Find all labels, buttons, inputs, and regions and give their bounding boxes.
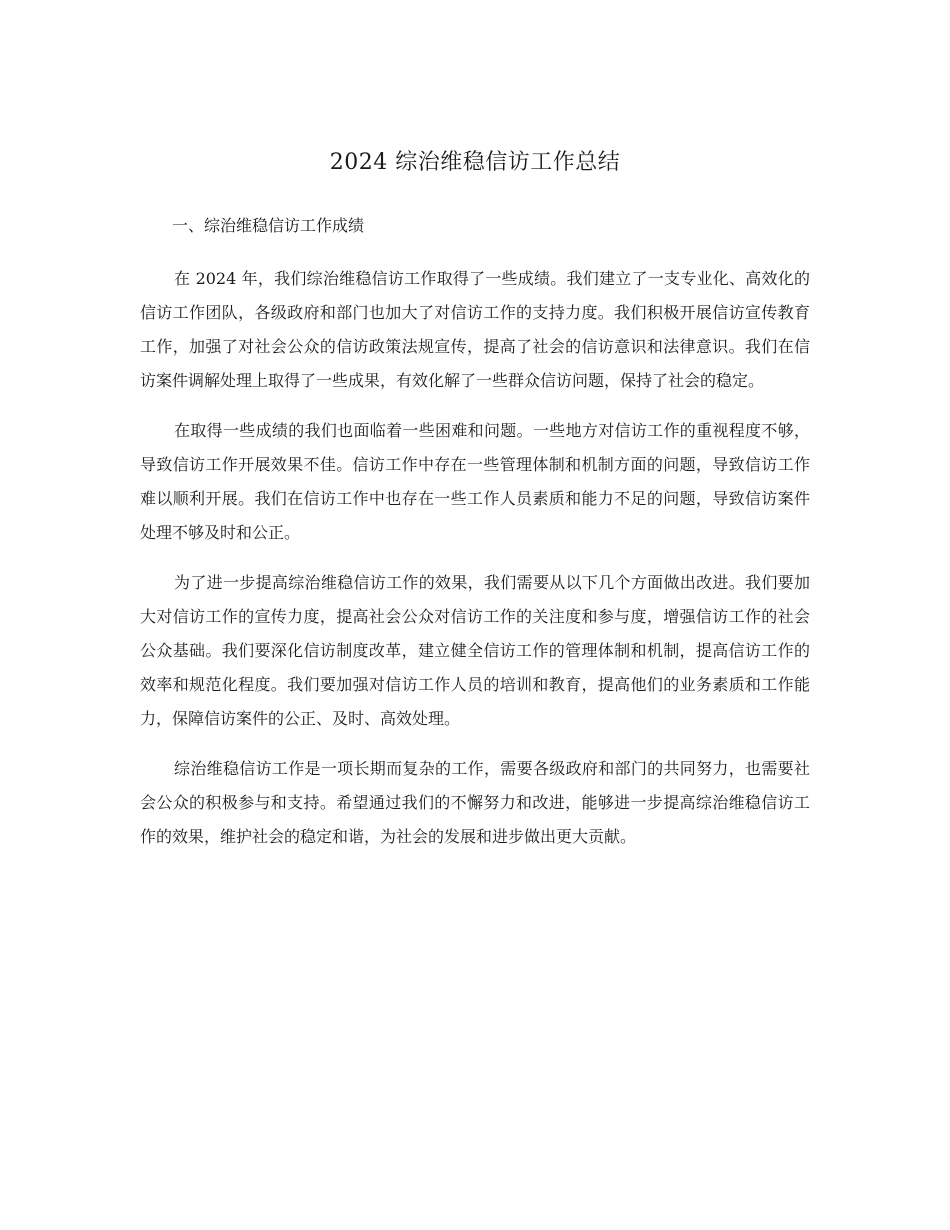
paragraph-1: 在 2024 年，我们综治维稳信访工作取得了一些成绩。我们建立了一支专业化、高效化的信访工作团队，各级政府和部门也加大了对信访工作的支持力度。我们积极开展信访宣传教育工作，加强了对社会公众的信访政策法规宣传，提高了社会的信访意识和法律意识。我们在信访案件调解处理上取得了一些成果，有效化解了一些群众信访问题，保持了社会的稳定。 xyxy=(140,269,810,390)
paragraph-2: 在取得一些成绩的我们也面临着一些困难和问题。一些地方对信访工作的重视程度不够，导致信访工作开展效果不佳。信访工作中存在一些管理体制和机制方面的问题，导致信访工作难以顺利开展。我们在信访工作中也存在一些工作人员素质和能力不足的问题，导致信访案件处理不够及时和公正。 xyxy=(140,421,810,542)
paragraph-4: 综治维稳信访工作是一项长期而复杂的工作，需要各级政府和部门的共同努力，也需要社会公众的积极参与和支持。希望通过我们的不懈努力和改进，能够进一步提高综治维稳信访工作的效果，维护社会的稳定和谐，为社会的发展和进步做出更大贡献。 xyxy=(140,759,810,846)
paragraph-3: 为了进一步提高综治维稳信访工作的效果，我们需要从以下几个方面做出改进。我们要加大对信访工作的宣传力度，提高社会公众对信访工作的关注度和参与度，增强信访工作的社会公众基础。我们要深化信访制度改革，建立健全信访工作的管理体制和机制，提高信访工作的效率和规范化程度。我们要加强对信访工作人员的培训和教育，提高他们的业务素质和工作能力，保障信访案件的公正、及时、高效处理。 xyxy=(140,573,810,728)
section-heading: 一、综治维稳信访工作成绩 xyxy=(172,216,365,235)
document-title: 2024 综治维稳信访工作总结 xyxy=(329,150,621,175)
